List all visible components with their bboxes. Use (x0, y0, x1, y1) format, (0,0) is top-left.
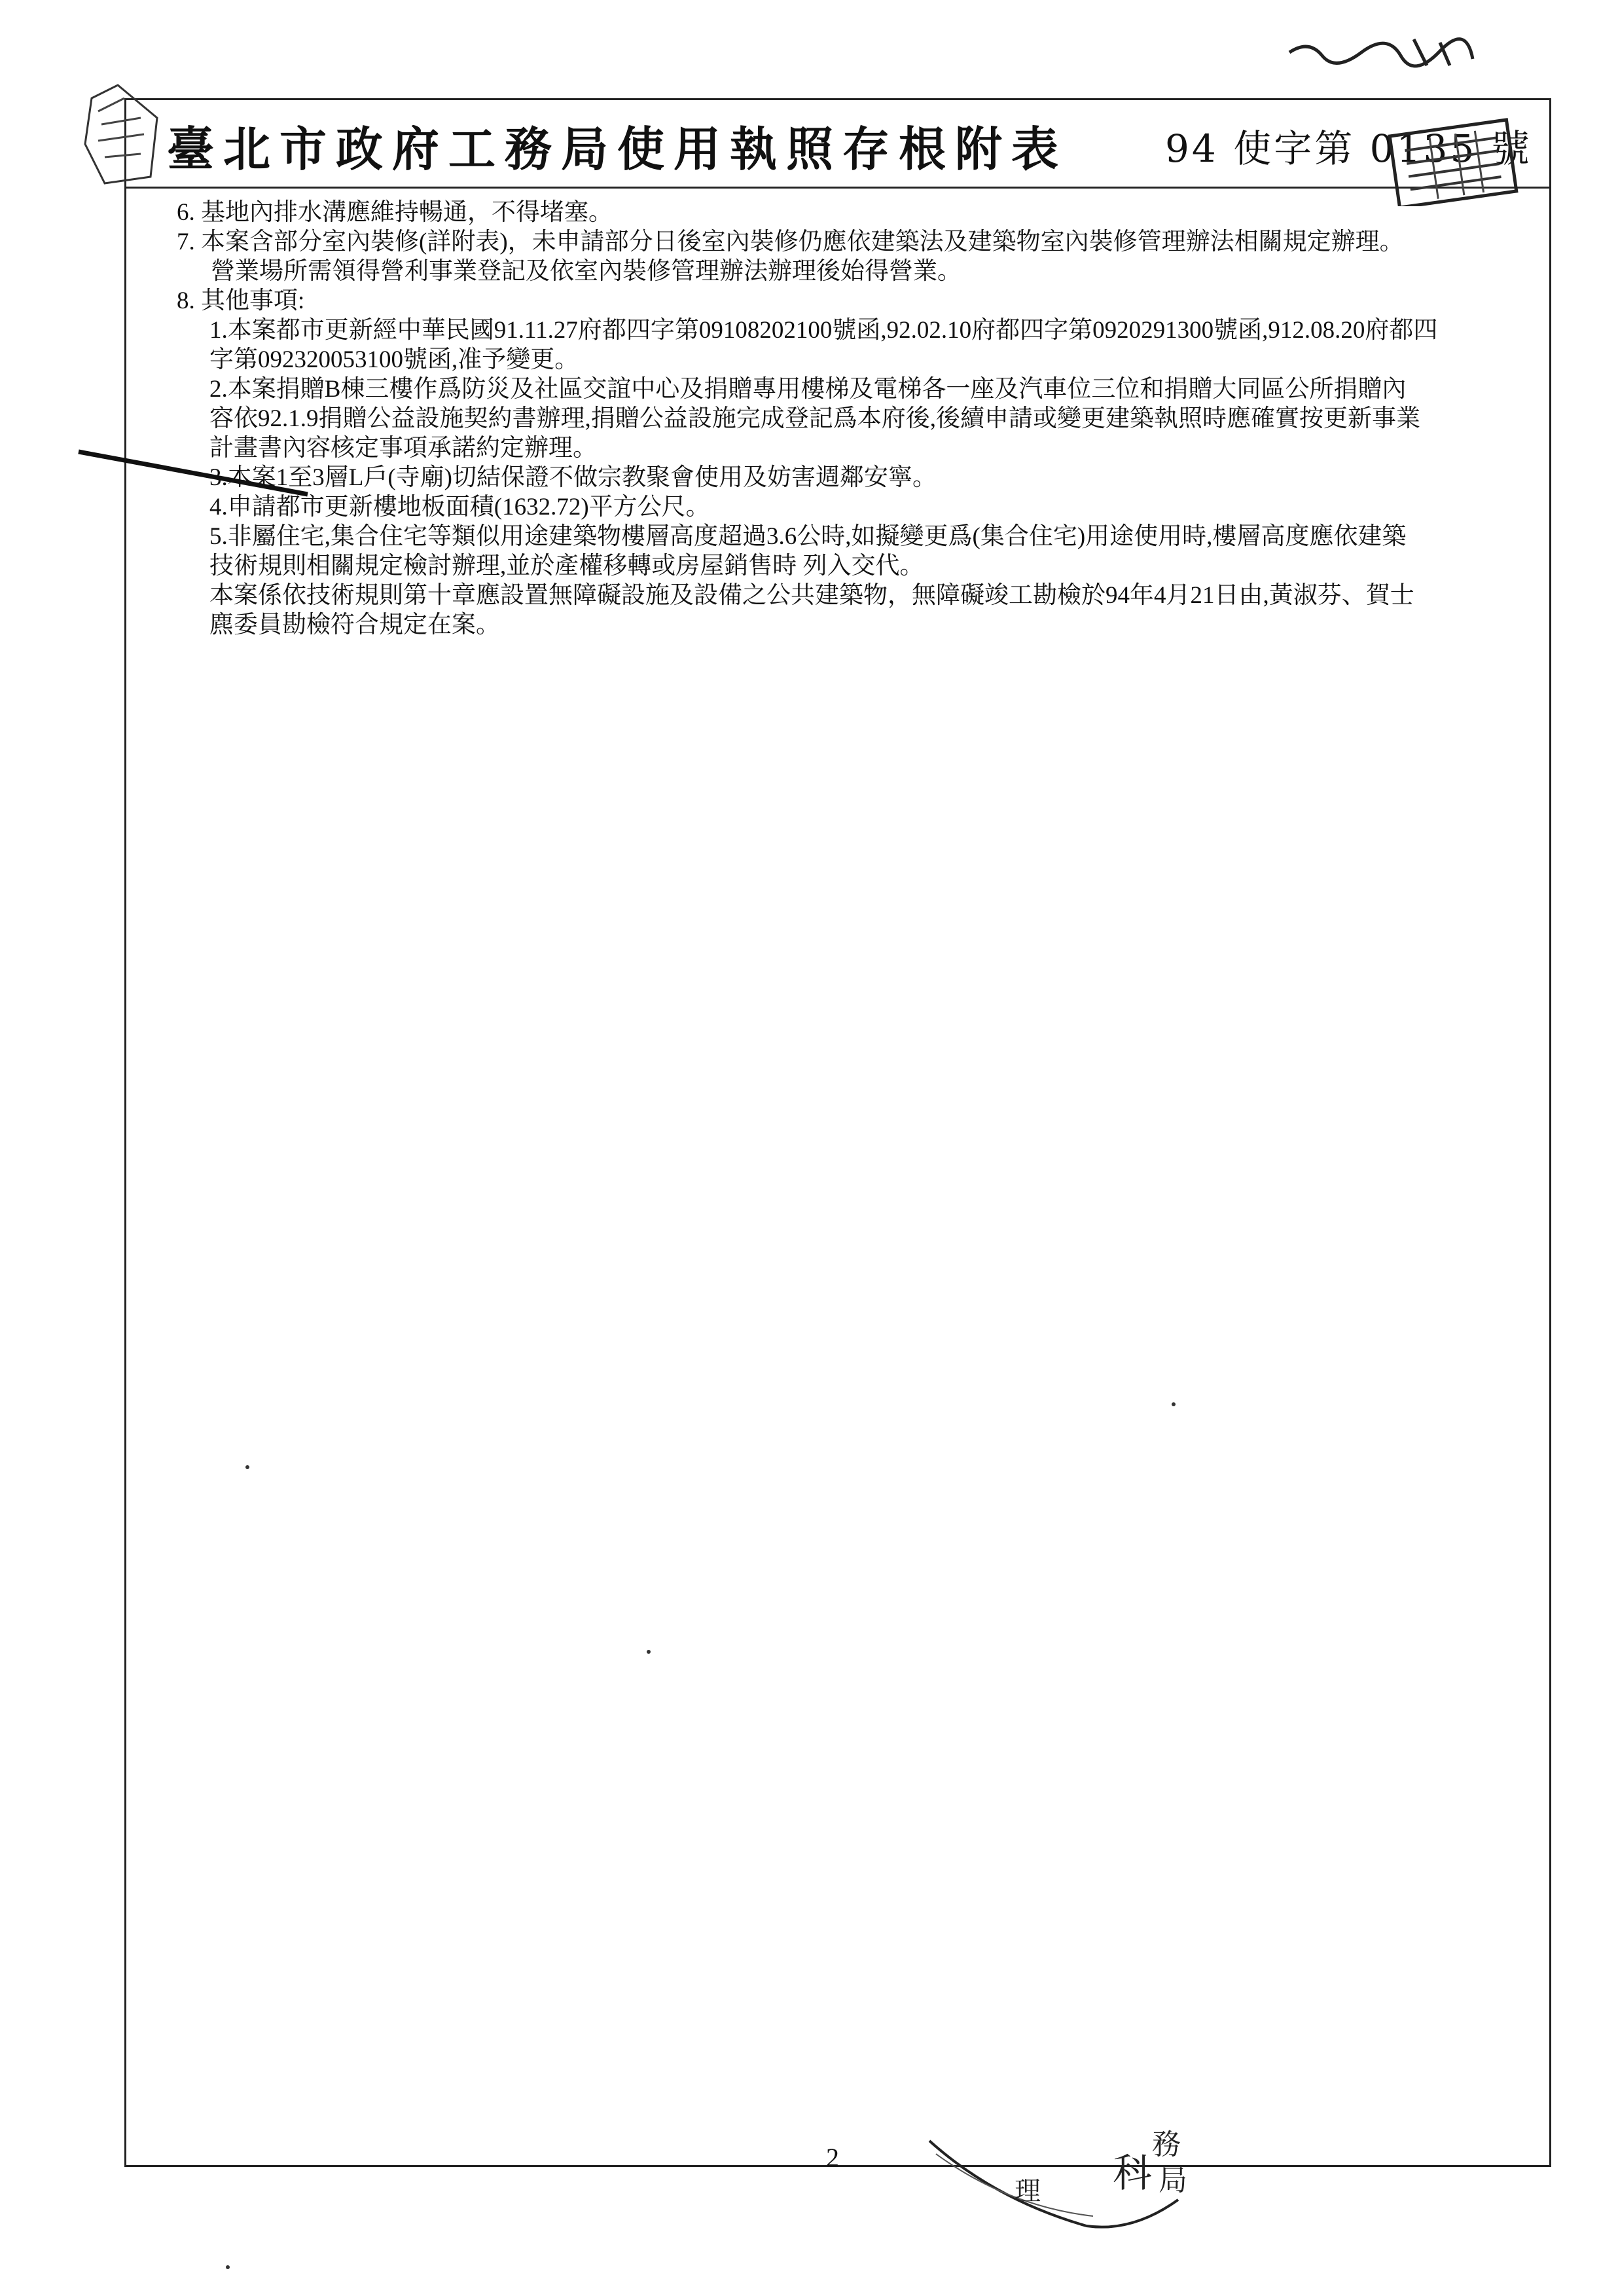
stamp-char: 局 (1159, 2164, 1187, 2197)
sub-item (177, 463, 1545, 492)
item-text: 6. 基地內排水溝應維持暢通，不得堵塞。 (177, 199, 613, 226)
sub-item (177, 522, 1545, 581)
sub-item (177, 374, 1545, 463)
sub-item-text: 5.非屬住宅,集合住宅等類似用途建築物樓層高度超過3.6公時,如擬變更爲(集合住宅)用途使用時,樓層高度應依建築 (209, 523, 1407, 550)
document-title: 臺北市政府工務局使用執照存根附表 (167, 121, 1068, 177)
item-text: 營業場所需領得營利事業登記及依室內裝修管理辦法辦理後始得營業。 (211, 258, 962, 285)
seal-stamp-bottom (916, 2128, 1191, 2239)
list-item (177, 227, 1545, 286)
stamp-char: 務 (1152, 2128, 1181, 2161)
scan-speck (1172, 1402, 1176, 1406)
list-item (177, 286, 1545, 316)
sub-item (177, 316, 1545, 374)
sub-item-text: 計畫書內容核定事項承諾約定辦理。 (209, 435, 597, 462)
sub-item-text: 1.本案都市更新經中華民國91.11.27府都四字第09108202100號函,92.02.10府都四字第0920291300號函,912.08.20府都四 (209, 317, 1438, 344)
list-item (177, 198, 1545, 227)
document-body (177, 198, 1545, 640)
sub-item (177, 581, 1545, 640)
sub-item-text: 麃委員勘檢符合規定在案。 (209, 611, 500, 638)
seal-stamp-right (1368, 108, 1538, 206)
page-number: 2 (826, 2143, 839, 2172)
sub-item-text: 字第092320053100號函,准予變更。 (209, 346, 579, 373)
sub-item-text: 本案係依技術規則第十章應設置無障礙設施及設備之公共建築物，無障礙竣工勘檢於94年4月21日由,黃淑芬、賀士 (209, 582, 1414, 609)
scan-speck (647, 1650, 651, 1654)
scan-mark (1283, 33, 1479, 72)
header-divider (124, 187, 1551, 189)
seal-stamp-left (79, 79, 177, 190)
sub-item-text: 技術規則相關規定檢討辦理,並於產權移轉或房屋銷售時 列入交代。 (209, 553, 924, 579)
stamp-char: 科 (1113, 2151, 1152, 2196)
sub-item-text: 3.本案1至3層L戶(寺廟)切結保證不做宗教聚會使用及妨害週鄰安寧。 (209, 464, 937, 491)
sub-item (177, 492, 1545, 522)
sub-item-text: 4.申請都市更新樓地板面積(1632.72)平方公尺。 (209, 494, 710, 520)
item-text: 7. 本案含部分室內裝修(詳附表)，未申請部分日後室內裝修仍應依建築法及建築物室內裝修管理辦法相關規定辦理。 (177, 228, 1404, 255)
item-text: 8. 其他事項: (177, 287, 305, 314)
sub-item-text: 容依92.1.9捐贈公益設施契約書辦理,捐贈公益設施完成登記爲本府後,後續申請或變更建築執照時應確實按更新事業 (209, 405, 1420, 432)
scan-speck (226, 2265, 230, 2269)
sub-item-text: 2.本案捐贈B棟三樓作爲防災及社區交誼中心及捐贈專用樓梯及電梯各一座及汽車位三位和捐贈大同區公所捐贈內 (209, 376, 1407, 403)
scan-speck (245, 1465, 249, 1469)
permit-number: 94 使字第 0135 號 (1165, 126, 1532, 171)
stamp-char: 理 (1015, 2176, 1041, 2206)
